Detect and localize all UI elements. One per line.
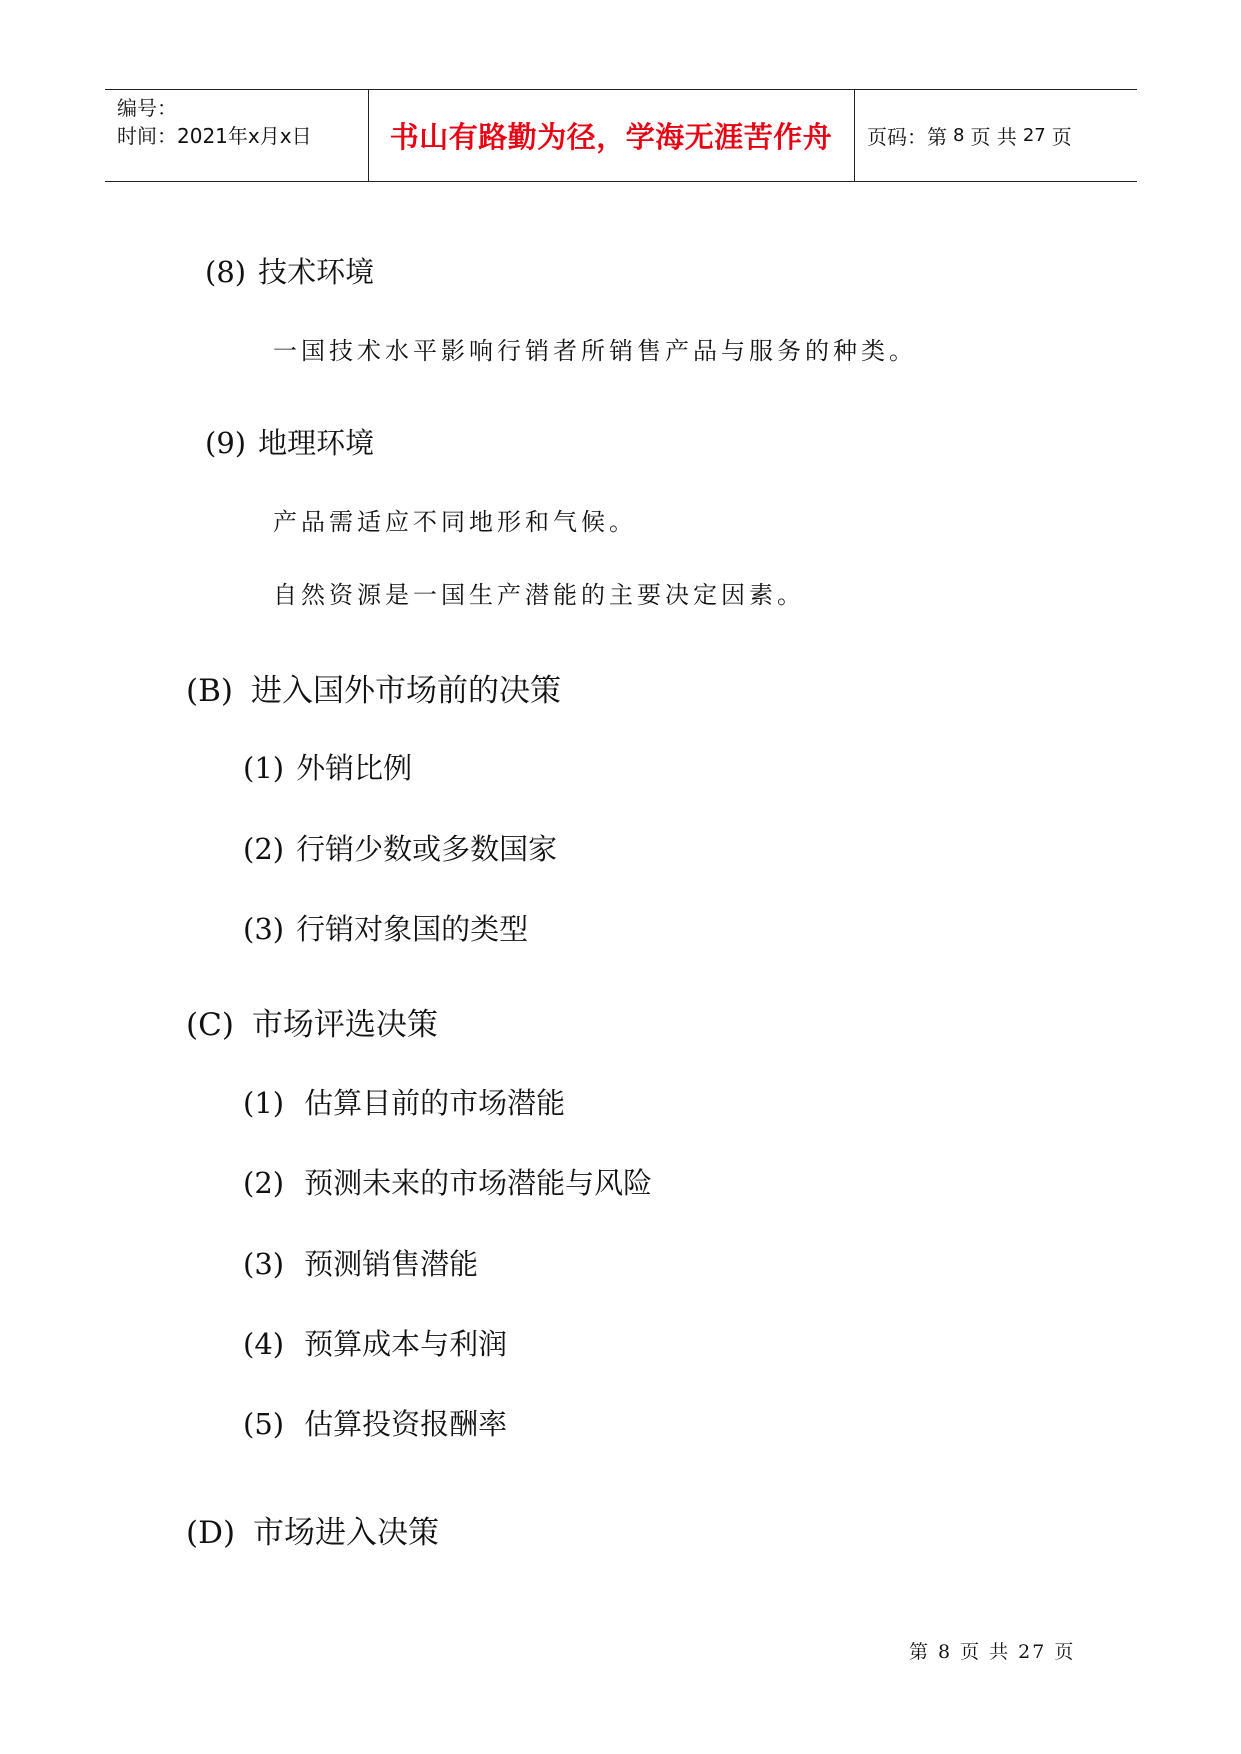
- item-marker: (3): [243, 912, 285, 946]
- header-motto: 书山有路勤为径，学海无涯苦作舟: [389, 119, 833, 154]
- list-item: [243, 907, 528, 948]
- list-item: [243, 1322, 507, 1363]
- list-item: [243, 1242, 478, 1283]
- item-marker: (1): [243, 1086, 285, 1120]
- footer-middle: 页 共: [960, 1641, 1011, 1663]
- item-marker: (2): [243, 1166, 285, 1200]
- page-suffix: 页: [1051, 124, 1072, 149]
- section-heading-d: [186, 1507, 439, 1552]
- item-marker: (9): [205, 426, 247, 460]
- item-title: 预算成本与利润: [304, 1327, 508, 1361]
- page-total: 27: [1022, 124, 1046, 146]
- footer-current: 8: [938, 1641, 953, 1663]
- item-title: 行销少数或多数国家: [296, 832, 558, 866]
- item-marker: (2): [243, 832, 285, 866]
- section-heading-c: [186, 999, 438, 1044]
- footer-total: 27: [1018, 1641, 1047, 1663]
- section-marker: (C): [186, 1007, 234, 1043]
- header-page-number: [867, 90, 1072, 180]
- item-title: 估算投资报酬率: [304, 1407, 508, 1441]
- list-item: [243, 827, 557, 868]
- item-marker: (3): [243, 1247, 285, 1281]
- page-current: 8: [953, 124, 965, 146]
- list-item: [243, 1081, 565, 1122]
- item-marker: (8): [205, 255, 247, 289]
- page-prefix: 页码：第: [867, 124, 947, 149]
- header-meta: [117, 94, 312, 150]
- footer-suffix: 页: [1054, 1641, 1076, 1663]
- subheading-item-9: [205, 421, 374, 462]
- section-title: 市场评选决策: [251, 1007, 438, 1043]
- header-divider: [854, 90, 855, 181]
- section-title: 市场进入决策: [253, 1515, 440, 1551]
- list-item: [243, 1402, 507, 1443]
- item-marker: (4): [243, 1327, 285, 1361]
- paragraph: 自然资源是一国生产潜能的主要决定因素。: [273, 581, 805, 609]
- section-marker: (D): [186, 1515, 236, 1551]
- item-marker: (1): [243, 751, 285, 785]
- item-title: 行销对象国的类型: [296, 912, 529, 946]
- section-marker: (B): [186, 673, 233, 709]
- time-label: 时间：2021年x月x日: [117, 124, 312, 148]
- paragraph: 一国技术水平影响行销者所销售产品与服务的种类。: [273, 337, 917, 365]
- list-item: [243, 1161, 652, 1202]
- item-title: 外销比例: [296, 751, 413, 785]
- page-middle: 页 共: [970, 124, 1017, 149]
- section-heading-b: [186, 665, 561, 710]
- item-title: 技术环境: [258, 255, 375, 289]
- item-title: 预测未来的市场潜能与风险: [304, 1166, 653, 1200]
- page-footer: [905, 1637, 1079, 1664]
- paragraph: 产品需适应不同地形和气候。: [273, 508, 637, 536]
- item-title: 预测销售潜能: [304, 1247, 479, 1281]
- list-item: [243, 746, 412, 787]
- item-marker: (5): [243, 1407, 285, 1441]
- section-title: 进入国外市场前的决策: [250, 673, 561, 709]
- item-title: 地理环境: [258, 426, 375, 460]
- item-title: 估算目前的市场潜能: [304, 1086, 566, 1120]
- number-label: 编号：: [117, 96, 177, 120]
- page-header: [105, 89, 1137, 182]
- footer-prefix: 第: [909, 1641, 931, 1663]
- subheading-item-8: [205, 250, 374, 291]
